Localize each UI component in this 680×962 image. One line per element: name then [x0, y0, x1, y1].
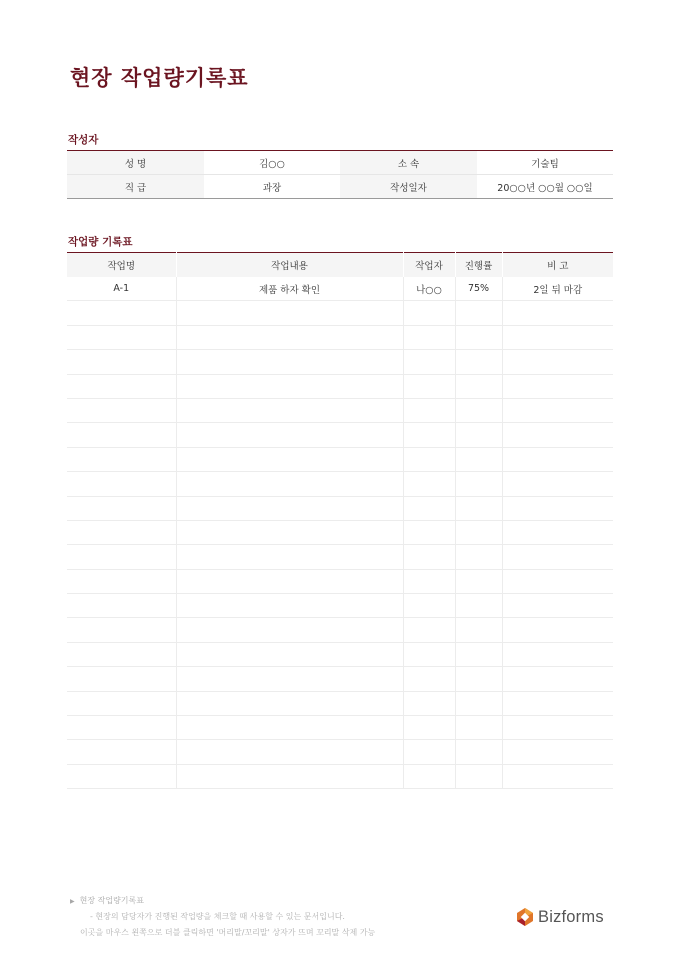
- progress-cell[interactable]: [455, 642, 502, 666]
- task-name-cell[interactable]: [67, 447, 176, 471]
- task-content-cell[interactable]: [176, 447, 403, 471]
- table-row: [67, 594, 613, 618]
- note-cell[interactable]: [502, 642, 613, 666]
- task-content-cell[interactable]: [176, 764, 403, 788]
- worker-cell[interactable]: [403, 667, 455, 691]
- task-name-cell[interactable]: [67, 569, 176, 593]
- table-row: [67, 642, 613, 666]
- task-name-cell[interactable]: [67, 325, 176, 349]
- bullet-icon: ▶: [70, 898, 75, 905]
- table-row: [67, 350, 613, 374]
- task-content-cell[interactable]: [176, 691, 403, 715]
- task-content-cell[interactable]: [176, 520, 403, 544]
- task-content-cell[interactable]: [176, 374, 403, 398]
- task-name-cell[interactable]: [67, 740, 176, 764]
- task-content-cell[interactable]: [176, 398, 403, 422]
- note-cell[interactable]: [502, 520, 613, 544]
- name-value[interactable]: 김○○: [204, 151, 340, 175]
- department-value[interactable]: 기술팀: [477, 151, 613, 175]
- task-content-cell[interactable]: [176, 325, 403, 349]
- worker-cell[interactable]: [403, 496, 455, 520]
- col-header-worker: 작업자: [403, 253, 455, 278]
- task-content-cell[interactable]: [176, 667, 403, 691]
- worker-cell[interactable]: [403, 691, 455, 715]
- table-row: [67, 740, 613, 764]
- date-label: 작성일자: [340, 175, 477, 199]
- progress-cell[interactable]: [455, 301, 502, 325]
- bizforms-logo-icon: [515, 907, 535, 927]
- table-row: [67, 764, 613, 788]
- worker-cell[interactable]: [403, 374, 455, 398]
- col-header-task-name: 작업명: [67, 253, 176, 278]
- task-content-cell[interactable]: [176, 569, 403, 593]
- table-row: [67, 520, 613, 544]
- task-name-cell[interactable]: [67, 716, 176, 740]
- note-cell[interactable]: [502, 374, 613, 398]
- rank-value[interactable]: 과장: [262, 182, 282, 194]
- author-section-label: 작성자: [68, 134, 99, 146]
- worker-cell[interactable]: [403, 594, 455, 618]
- progress-cell[interactable]: [455, 618, 502, 642]
- table-row: [67, 667, 613, 691]
- note-cell[interactable]: [502, 301, 613, 325]
- author-row: [67, 175, 613, 199]
- task-name-cell[interactable]: [67, 350, 176, 374]
- note-cell[interactable]: [502, 447, 613, 471]
- progress-cell[interactable]: [455, 764, 502, 788]
- note-cell[interactable]: [502, 496, 613, 520]
- footer-description: - 현장의 담당자가 진행된 작업량을 체크할 때 사용할 수 있는 문서입니다.: [90, 912, 345, 921]
- progress-cell[interactable]: [455, 350, 502, 374]
- col-header-task-content: 작업내용: [176, 253, 403, 278]
- note-cell[interactable]: [502, 691, 613, 715]
- table-row: [67, 545, 613, 569]
- task-name-cell[interactable]: [67, 642, 176, 666]
- table-row: [67, 496, 613, 520]
- log-section-label: 작업량 기록표: [68, 236, 133, 248]
- progress-cell[interactable]: [455, 520, 502, 544]
- note-cell[interactable]: [502, 545, 613, 569]
- worker-cell[interactable]: [403, 618, 455, 642]
- worker-cell[interactable]: [403, 350, 455, 374]
- note-cell[interactable]: [502, 350, 613, 374]
- table-row: [67, 447, 613, 471]
- worker-cell[interactable]: [403, 520, 455, 544]
- task-content-cell[interactable]: [176, 716, 403, 740]
- footer-hint[interactable]: 이곳을 마우스 왼쪽으로 더블 클릭하면 '머리말/꼬리말' 상자가 뜨며 꼬리말 삭제 가능: [80, 928, 376, 937]
- task-name-cell[interactable]: [67, 545, 176, 569]
- table-row: [67, 374, 613, 398]
- bizforms-logo: [515, 907, 604, 927]
- progress-cell[interactable]: [455, 569, 502, 593]
- worker-cell[interactable]: [403, 764, 455, 788]
- progress-cell[interactable]: [455, 667, 502, 691]
- task-name-cell[interactable]: [67, 594, 176, 618]
- worker-cell[interactable]: [403, 545, 455, 569]
- table-row: [67, 423, 613, 447]
- progress-cell[interactable]: 75%: [455, 277, 502, 301]
- progress-cell[interactable]: [455, 496, 502, 520]
- task-name-cell[interactable]: [67, 374, 176, 398]
- task-content-cell[interactable]: [176, 350, 403, 374]
- task-content-cell[interactable]: [176, 594, 403, 618]
- progress-cell[interactable]: [455, 691, 502, 715]
- footer-title: [70, 895, 144, 906]
- note-cell[interactable]: [502, 325, 613, 349]
- table-row: [67, 618, 613, 642]
- task-content-cell[interactable]: [176, 423, 403, 447]
- progress-cell[interactable]: [455, 594, 502, 618]
- task-name-cell[interactable]: [67, 472, 176, 496]
- logo-text: Bizforms: [538, 907, 604, 926]
- task-name-cell[interactable]: [67, 618, 176, 642]
- table-row: [67, 398, 613, 422]
- department-label: 소 속: [340, 151, 477, 175]
- worker-cell[interactable]: 나○○: [403, 277, 455, 301]
- note-cell[interactable]: [502, 764, 613, 788]
- worker-cell[interactable]: [403, 472, 455, 496]
- note-cell[interactable]: [502, 618, 613, 642]
- note-cell[interactable]: [502, 423, 613, 447]
- task-content-cell[interactable]: [176, 496, 403, 520]
- worker-cell[interactable]: [403, 398, 455, 422]
- progress-cell[interactable]: [455, 398, 502, 422]
- table-row: [67, 716, 613, 740]
- author-row: [67, 151, 613, 175]
- author-info-table: [67, 150, 613, 199]
- task-content-cell[interactable]: [176, 740, 403, 764]
- note-cell[interactable]: [502, 716, 613, 740]
- table-header-row: [67, 253, 613, 278]
- note-cell[interactable]: 2일 뒤 마감: [502, 277, 613, 301]
- progress-cell[interactable]: [455, 472, 502, 496]
- task-name-cell[interactable]: [67, 691, 176, 715]
- worker-cell[interactable]: [403, 423, 455, 447]
- note-cell[interactable]: [502, 740, 613, 764]
- task-name-cell[interactable]: [67, 398, 176, 422]
- task-name-cell[interactable]: A-1: [67, 277, 176, 301]
- table-row: [67, 325, 613, 349]
- progress-cell[interactable]: [455, 325, 502, 349]
- task-name-cell[interactable]: [67, 423, 176, 447]
- worker-cell[interactable]: [403, 301, 455, 325]
- table-row: [67, 569, 613, 593]
- table-row: [67, 301, 613, 325]
- task-content-cell[interactable]: [176, 618, 403, 642]
- worker-cell[interactable]: [403, 642, 455, 666]
- task-content-cell[interactable]: [176, 301, 403, 325]
- table-row: [67, 691, 613, 715]
- name-label: 성 명: [67, 151, 204, 175]
- progress-cell[interactable]: [455, 740, 502, 764]
- note-cell[interactable]: [502, 398, 613, 422]
- worker-cell[interactable]: [403, 569, 455, 593]
- progress-cell[interactable]: [455, 716, 502, 740]
- log-table-body: [67, 277, 613, 789]
- table-row: [67, 472, 613, 496]
- progress-cell[interactable]: [455, 545, 502, 569]
- worker-cell[interactable]: [403, 740, 455, 764]
- progress-cell[interactable]: [455, 423, 502, 447]
- note-cell[interactable]: [502, 667, 613, 691]
- task-content-cell[interactable]: [176, 472, 403, 496]
- note-cell[interactable]: [502, 594, 613, 618]
- rank-label: 직 급: [67, 175, 204, 199]
- col-header-progress: 진행률: [455, 253, 502, 278]
- work-log-table: [67, 252, 613, 789]
- task-content-cell[interactable]: [176, 545, 403, 569]
- worker-cell[interactable]: [403, 716, 455, 740]
- table-row: [67, 277, 613, 301]
- task-name-cell[interactable]: [67, 764, 176, 788]
- task-name-cell[interactable]: [67, 667, 176, 691]
- note-cell[interactable]: [502, 569, 613, 593]
- task-content-cell[interactable]: [176, 642, 403, 666]
- worker-cell[interactable]: [403, 447, 455, 471]
- footer-title-text: 현장 작업량기록표: [79, 896, 144, 905]
- col-header-note: 비 고: [502, 253, 613, 278]
- progress-cell[interactable]: [455, 447, 502, 471]
- note-cell[interactable]: [502, 472, 613, 496]
- task-name-cell[interactable]: [67, 520, 176, 544]
- progress-cell[interactable]: [455, 374, 502, 398]
- date-value[interactable]: 20○○년 ○○월 ○○일: [497, 182, 593, 194]
- worker-cell[interactable]: [403, 325, 455, 349]
- document-title: 현장 작업량기록표: [70, 66, 249, 90]
- task-name-cell[interactable]: [67, 301, 176, 325]
- task-content-cell[interactable]: 제품 하자 확인: [176, 277, 403, 301]
- task-name-cell[interactable]: [67, 496, 176, 520]
